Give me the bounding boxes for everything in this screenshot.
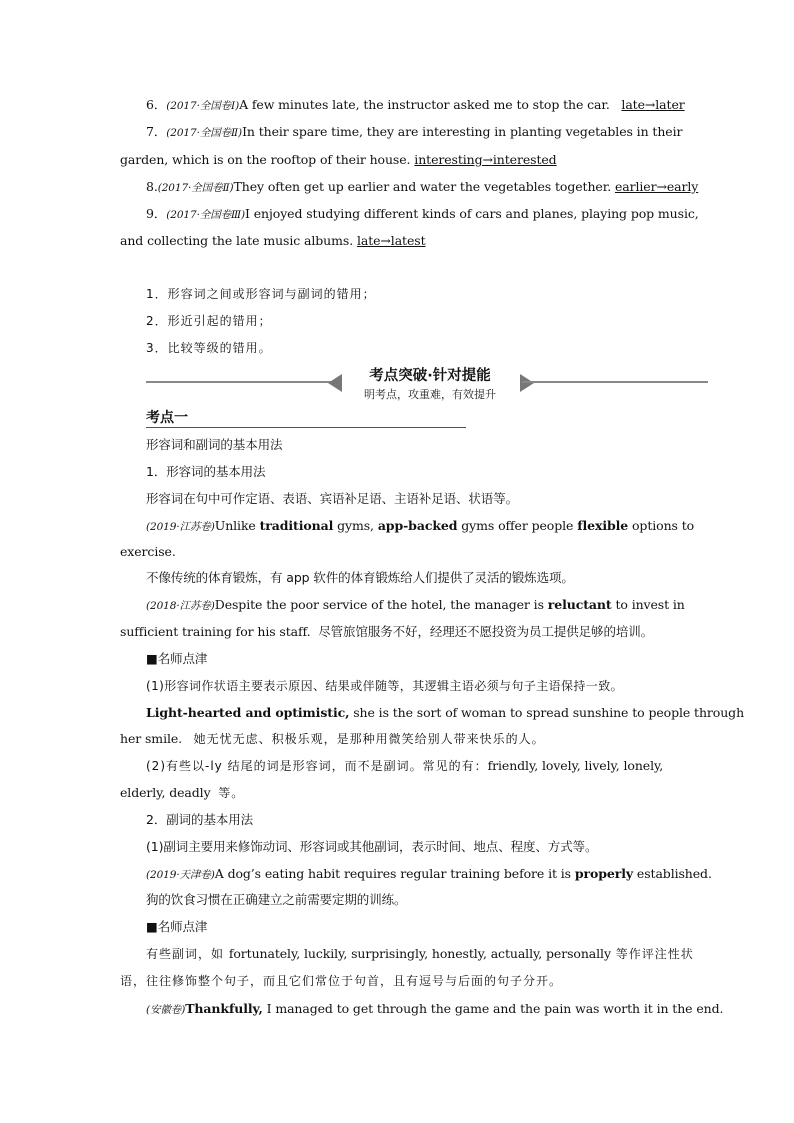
keyword: app-backed [377, 518, 458, 533]
banner-rule-right [522, 381, 708, 383]
error-type-2: 2．形近引起的错用； [146, 314, 272, 328]
exercise-source: (2017·全国卷Ⅱ) [166, 127, 243, 139]
example-text: I managed to get through the game and the pain was worth it in the end. [262, 1001, 724, 1016]
example-3 [146, 865, 712, 884]
example-text: she is the sort of woman to spread sunshine to people through [349, 705, 745, 720]
exercise-8 [146, 178, 706, 197]
error-type-3: 3．比较等级的错用。 [146, 341, 272, 355]
section-heading-text: 考点一 [146, 410, 188, 426]
error-type-1: 1．形容词之间或形容词与副词的错用； [146, 287, 376, 301]
example-2-cont [120, 623, 680, 641]
tip-text: 有些副词，如 [146, 947, 229, 961]
example-source: (2018·江苏卷) [146, 600, 215, 612]
exercise-6 [146, 96, 706, 115]
keyword: Light-hearted and optimistic, [146, 705, 350, 720]
exercise-source: (2017·全国卷Ⅰ) [166, 100, 240, 112]
keyword: reluctant [547, 597, 612, 612]
exercise-text: They often get up earlier and water the vegetables together. [233, 179, 612, 194]
example-translation: 尽管旅馆服务不好，经理还不愿投资为员工提供足够的培训。 [318, 624, 654, 639]
tip-2-cont [120, 784, 680, 802]
tip-text: 等作评注性状 [610, 947, 694, 961]
subsection-adjective: 1．形容词的基本用法 [146, 464, 266, 479]
section-heading [146, 407, 466, 428]
example-text: her smile. [120, 731, 183, 746]
exercise-text: I enjoyed studying different kinds of cars and planes, playing pop music, [245, 206, 699, 221]
example-4 [146, 1000, 724, 1019]
exercise-answer: interesting→interested [414, 152, 557, 167]
example-text: to invest in [611, 597, 685, 612]
tip-text: (2)有些以-ly 结尾的词是形容词，而不是副词。常见的有： [146, 759, 488, 773]
exercise-9 [146, 205, 706, 224]
tip-3-cont: 语，往往修饰整个句子，而且它们常位于句首，且有逗号与后面的句子分开。 [120, 974, 563, 988]
example-text: Despite the poor service of the hotel, the manager is [214, 597, 548, 612]
tip-1: (1)形容词作状语主要表示原因、结果或伴随等，其逻辑主语必须与句子主语保持一致。 [146, 679, 624, 693]
adverb-description: (1)副词主要用来修饰动词、形容词或其他副词，表示时间、地点、程度、方式等。 [146, 839, 598, 854]
example-text: gyms offer people [457, 518, 578, 533]
subsection-adverb: 2．副词的基本用法 [146, 812, 254, 827]
exercise-text: garden, which is on the rooftop of their house. [120, 152, 411, 167]
example-text: Unlike [214, 518, 260, 533]
keyword: properly [574, 866, 634, 881]
exercise-answer: earlier→early [614, 179, 699, 194]
example-1 [146, 517, 706, 536]
example-source: (2019·天津卷) [146, 869, 215, 881]
example-text: gyms, [333, 518, 378, 533]
example-translation: 她无忧无虑、积极乐观，是那种用微笑给别人带来快乐的人。 [193, 732, 545, 746]
example-text: sufficient training for his staff. [120, 624, 311, 639]
exercise-7-cont [120, 151, 680, 169]
banner-rule-left [146, 381, 336, 383]
example-text: established. [633, 866, 712, 881]
tip-1-example-cont [120, 730, 680, 748]
exercise-number: 6． [146, 97, 167, 112]
tip-words: fortunately, luckily, surprisingly, honestly, actually, personally [228, 946, 611, 961]
exercise-9-cont [120, 232, 680, 250]
example-3-translation: 狗的饮食习惯在正确建立之前需要定期的训练。 [146, 892, 407, 907]
example-1-cont: exercise. [120, 544, 176, 559]
keyword: traditional [259, 518, 334, 533]
tip-label-2: ■名师点津 [146, 919, 208, 934]
tip-label: ■名师点津 [146, 651, 208, 666]
exercise-answer: late→later [621, 97, 685, 112]
tip-words: elderly, deadly [120, 785, 211, 800]
exercise-source: (2017·全国卷Ⅲ) [166, 209, 246, 221]
tip-3 [146, 945, 706, 963]
exercise-number: 7． [146, 124, 167, 139]
tip-1-example [146, 704, 745, 722]
example-text: A dog’s eating habit requires regular training before it is [214, 866, 575, 881]
exercise-7 [146, 123, 706, 142]
tip-words: friendly, lovely, lively, lonely, [487, 758, 664, 773]
banner-wedge-left [328, 374, 342, 392]
exercise-source: (2017·全国卷Ⅱ) [157, 182, 234, 194]
tip-text: 等。 [218, 786, 245, 800]
example-source: (2019·江苏卷) [146, 521, 215, 533]
exercise-text: and collecting the late music albums. [120, 233, 354, 248]
example-1-translation: 不像传统的体育锻炼，有 app 软件的体育锻炼给人们提供了灵活的锻炼选项。 [146, 570, 574, 585]
exercise-text: In their spare time, they are interesting in planting vegetables in their [242, 124, 683, 139]
exercise-text: A few minutes late, the instructor asked me to stop the car. [239, 97, 610, 112]
section-banner [146, 362, 708, 404]
example-2 [146, 596, 706, 615]
tip-2 [146, 757, 706, 775]
example-text: options to [628, 518, 695, 533]
banner-wedge-right [520, 374, 534, 392]
example-source: (安徽卷) [146, 1004, 186, 1016]
section-title: 形容词和副词的基本用法 [146, 437, 283, 452]
exercise-number: 9． [146, 206, 167, 221]
exercise-number: 8. [146, 179, 158, 194]
keyword: Thankfully, [185, 1001, 263, 1016]
banner-subtitle: 明考点，攻重难，有效提升 [364, 388, 496, 401]
banner-title: 考点突破·针对提能 [369, 368, 491, 384]
exercise-answer: late→latest [356, 233, 426, 248]
keyword: flexible [577, 518, 629, 533]
adjective-description: 形容词在句中可作定语、表语、宾语补足语、主语补足语、状语等。 [146, 491, 519, 506]
